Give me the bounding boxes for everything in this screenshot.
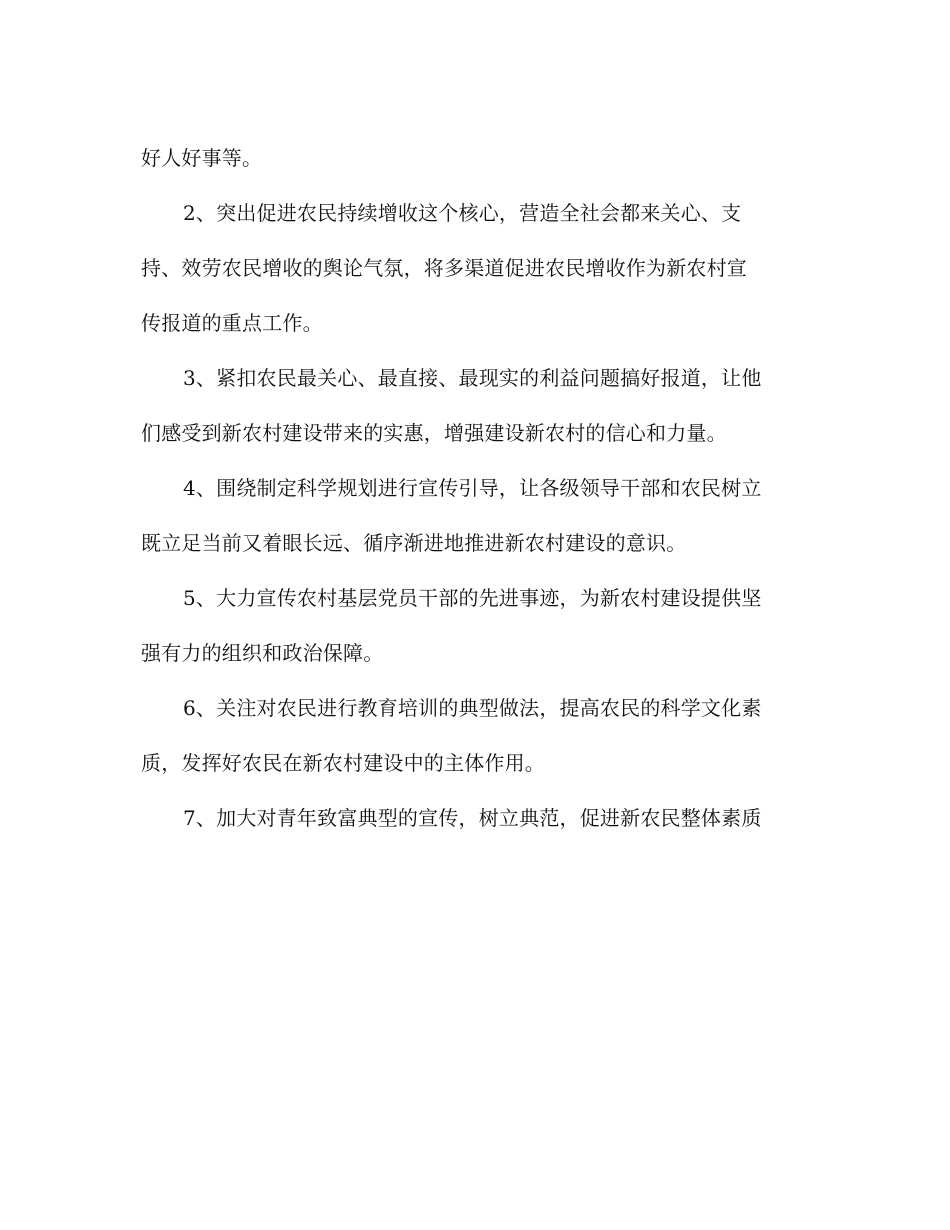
text-line: 5、大力宣传农村基层党员干部的先进事迹，为新农村建设提供坚	[183, 586, 762, 610]
text-line: 2、突出促进农民持续增收这个核心，营造全社会都来关心、支	[183, 201, 742, 225]
text-line: 7、加大对青年致富典型的宣传，树立典范，促进新农民整体素质	[183, 806, 762, 830]
body-text	[141, 131, 821, 846]
text-line: 传报道的重点工作。	[141, 311, 323, 335]
text-line: 4、围绕制定科学规划进行宣传引导，让各级领导干部和农民树立	[183, 476, 762, 500]
text-line: 好人好事等。	[141, 146, 263, 170]
text-line: 3、紧扣农民最关心、最直接、最现实的利益问题搞好报道，让他	[183, 366, 762, 390]
text-line: 质，发挥好农民在新农村建设中的主体作用。	[141, 751, 545, 775]
text-line: 既立足当前又着眼长远、循序渐进地推进新农村建设的意识。	[141, 531, 687, 555]
text-line: 强有力的组织和政治保障。	[141, 641, 384, 665]
text-line: 们感受到新农村建设带来的实惠，增强建设新农村的信心和力量。	[141, 421, 727, 445]
text-line: 6、关注对农民进行教育培训的典型做法，提高农民的科学文化素	[183, 696, 762, 720]
text-line: 持、效劳农民增收的舆论气氛，将多渠道促进农民增收作为新农村宣	[141, 256, 747, 280]
